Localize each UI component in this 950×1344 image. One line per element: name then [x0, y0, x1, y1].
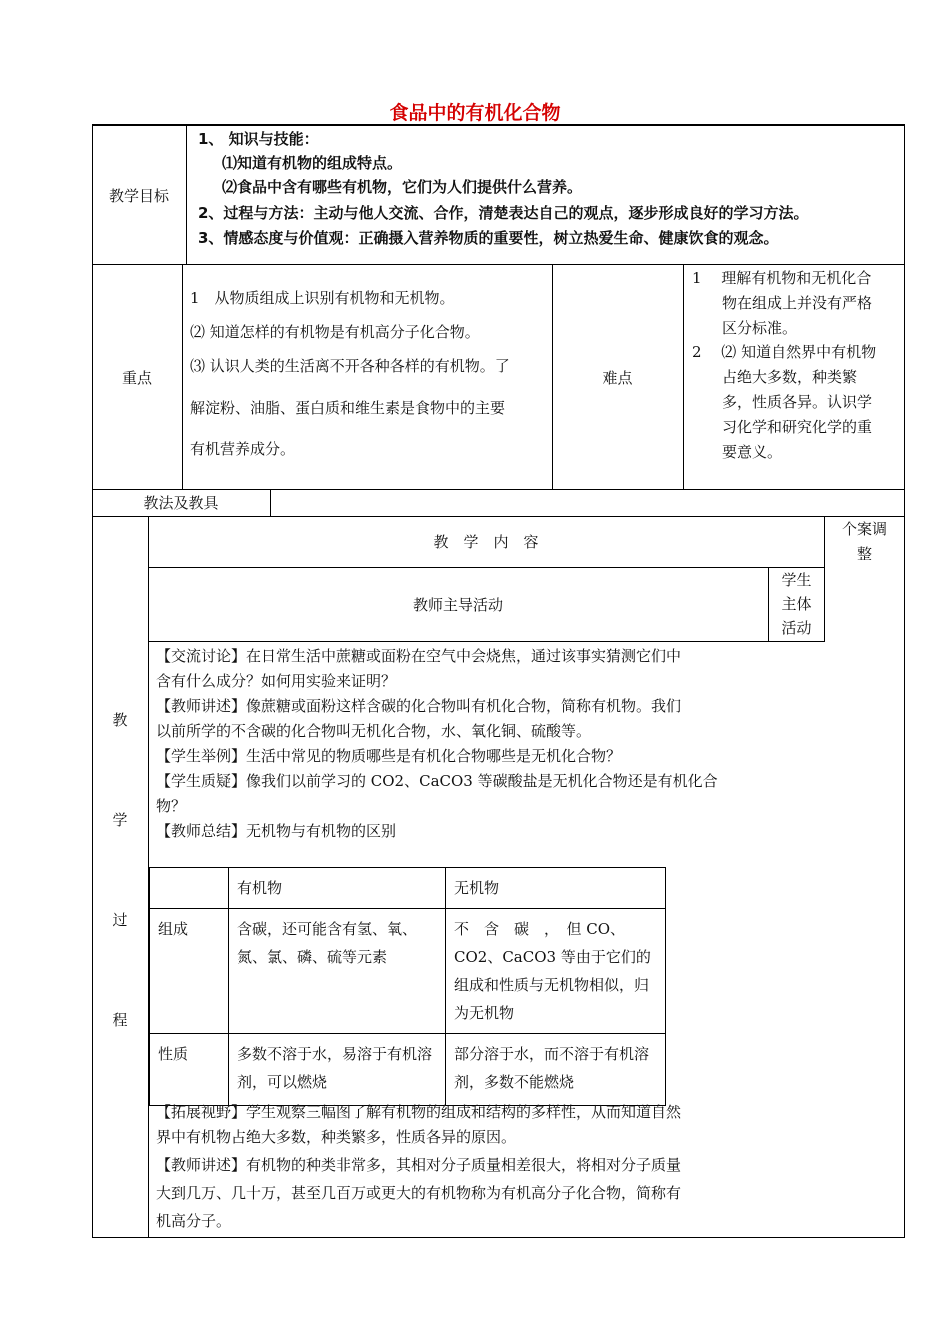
- lesson-paragraph: 物？: [156, 797, 187, 815]
- content-header-line: [148, 567, 825, 568]
- student-activity-label: 主体: [781, 595, 812, 613]
- table-border-right: [904, 124, 905, 1238]
- methods-divider: [270, 489, 271, 516]
- page-title: 食品中的有机化合物: [389, 102, 561, 124]
- difficult-label: 难点: [602, 369, 633, 387]
- compare-row-label: 组成: [150, 909, 229, 1034]
- process-side-label: 学: [112, 811, 128, 829]
- lesson-paragraph: 【交流讨论】在日常生活中蔗糖或面粉在空气中会烧焦，通过该事实猜测它们中: [156, 647, 682, 665]
- difficult-line: 占绝大多数，种类繁: [722, 368, 858, 386]
- key-line: 有机营养成分。: [190, 440, 296, 458]
- key-label: 重点: [121, 369, 152, 387]
- goal-line: ⑴知道有机物的组成特点。: [222, 154, 403, 172]
- teacher-activity-label: 教师主导活动: [412, 596, 503, 614]
- activity-header-line: [148, 641, 825, 642]
- process-side-label: 程: [112, 1011, 128, 1029]
- methods-label: 教法及教具: [143, 494, 219, 512]
- compare-header-cell: 无机物: [446, 868, 666, 909]
- row-line-3: [92, 516, 905, 517]
- difficult-line: 1 理解有机物和无机化合: [692, 269, 872, 287]
- student-divider-right: [824, 567, 825, 642]
- table-border-top: [92, 124, 905, 126]
- lesson-paragraph: 【教师讲述】像蔗糖或面粉这样含碳的化合物叫有机化合物，简称有机物。我们: [156, 697, 682, 715]
- lesson-paragraph: 以前所学的不含碳的化合物叫无机化合物，水、氧化铜、硫酸等。: [156, 722, 592, 740]
- difficult-line: 多，性质各异。认识学: [722, 393, 873, 411]
- case-adjust-label: 个案调: [841, 520, 887, 538]
- difficult-line: 区分标准。: [722, 319, 798, 337]
- key-line: 1 从物质组成上识别有机物和无机物。: [190, 289, 455, 307]
- process-side-label: 教: [112, 711, 128, 729]
- lesson-paragraph: 【学生举例】生活中常见的物质哪些是有机化合物哪些是无机化合物？: [156, 747, 622, 765]
- comparison-table: [149, 867, 666, 1106]
- table-border-bottom: [92, 1237, 905, 1238]
- compare-row-label: 性质: [150, 1034, 229, 1106]
- lesson-paragraph: 【教师讲述】有机物的种类非常多，其相对分子质量相差很大，将相对分子质量: [156, 1156, 682, 1174]
- student-activity-label: 活动: [781, 619, 812, 637]
- process-side-label: 过: [112, 911, 128, 929]
- goal-line: 1、 知识与技能：: [198, 130, 319, 148]
- goals-label: 教学目标: [108, 187, 169, 205]
- lesson-paragraph: 机高分子。: [156, 1212, 232, 1230]
- key-line: ⑵ 知道怎样的有机物是有机高分子化合物。: [190, 323, 480, 341]
- key-divider-3: [683, 264, 684, 489]
- table-border-left: [92, 124, 93, 1238]
- compare-cell: 不 含 碳 ， 但 CO、CO2、CaCO3 等由于它们的组成和性质与无机物相似，归为无机物: [446, 909, 666, 1034]
- lesson-paragraph: 【学生质疑】像我们以前学习的 CO2、CaCO3 等碳酸盐是无机化合物还是有机化合: [156, 772, 718, 790]
- key-line: ⑶ 认识人类的生活离不开各种各样的有机物。了: [190, 357, 510, 375]
- compare-header-cell: 有机物: [229, 868, 446, 909]
- key-line: 解淀粉、油脂、蛋白质和维生素是食物中的主要: [190, 399, 506, 417]
- key-divider-1: [182, 264, 183, 489]
- difficult-line: 习化学和研究化学的重: [722, 418, 873, 436]
- difficult-line: 2 ⑵ 知道自然界中有机物: [692, 343, 877, 361]
- compare-cell: 部分溶于水，而不溶于有机溶剂，多数不能燃烧: [446, 1034, 666, 1106]
- row-line-2: [92, 489, 905, 490]
- compare-cell: 含碳，还可能含有氢、氧、氮、氯、磷、硫等元素: [229, 909, 446, 1034]
- lesson-paragraph: 界中有机物占绝大多数，种类繁多，性质各异的原因。: [156, 1128, 517, 1146]
- difficult-line: 要意义。: [722, 443, 783, 461]
- lesson-paragraph: 【拓展视野】学生观察三幅图了解有机物的组成和结构的多样性，从而知道自然: [156, 1103, 682, 1121]
- goal-line: 3、情感态度与价值观：正确摄入营养物质的重要性，树立热爱生命、健康饮食的观念。: [198, 229, 779, 247]
- row-line-1: [92, 264, 905, 265]
- lesson-paragraph: 【教师总结】无机物与有机物的区别: [156, 822, 397, 840]
- goal-line: 2、过程与方法：主动与他人交流、合作，清楚表达自己的观点，逐步形成良好的学习方法。: [198, 204, 809, 222]
- compare-cell: 多数不溶于水，易溶于有机溶剂，可以燃烧: [229, 1034, 446, 1106]
- content-header: 教 学 内 容: [433, 533, 539, 551]
- goals-divider: [186, 124, 187, 264]
- case-adjust-label: 整: [856, 545, 872, 563]
- compare-header-cell: [150, 868, 229, 909]
- student-activity-label: 学生: [781, 571, 812, 589]
- difficult-line: 物在组成上并没有严格: [722, 294, 873, 312]
- lesson-paragraph: 含有什么成分？如何用实验来证明？: [156, 672, 397, 690]
- lesson-paragraph: 大到几万、几十万，甚至几百万或更大的有机物称为有机高分子化合物，简称有: [156, 1184, 682, 1202]
- goal-line: ⑵食品中含有哪些有机物，它们为人们提供什么营养。: [222, 178, 583, 196]
